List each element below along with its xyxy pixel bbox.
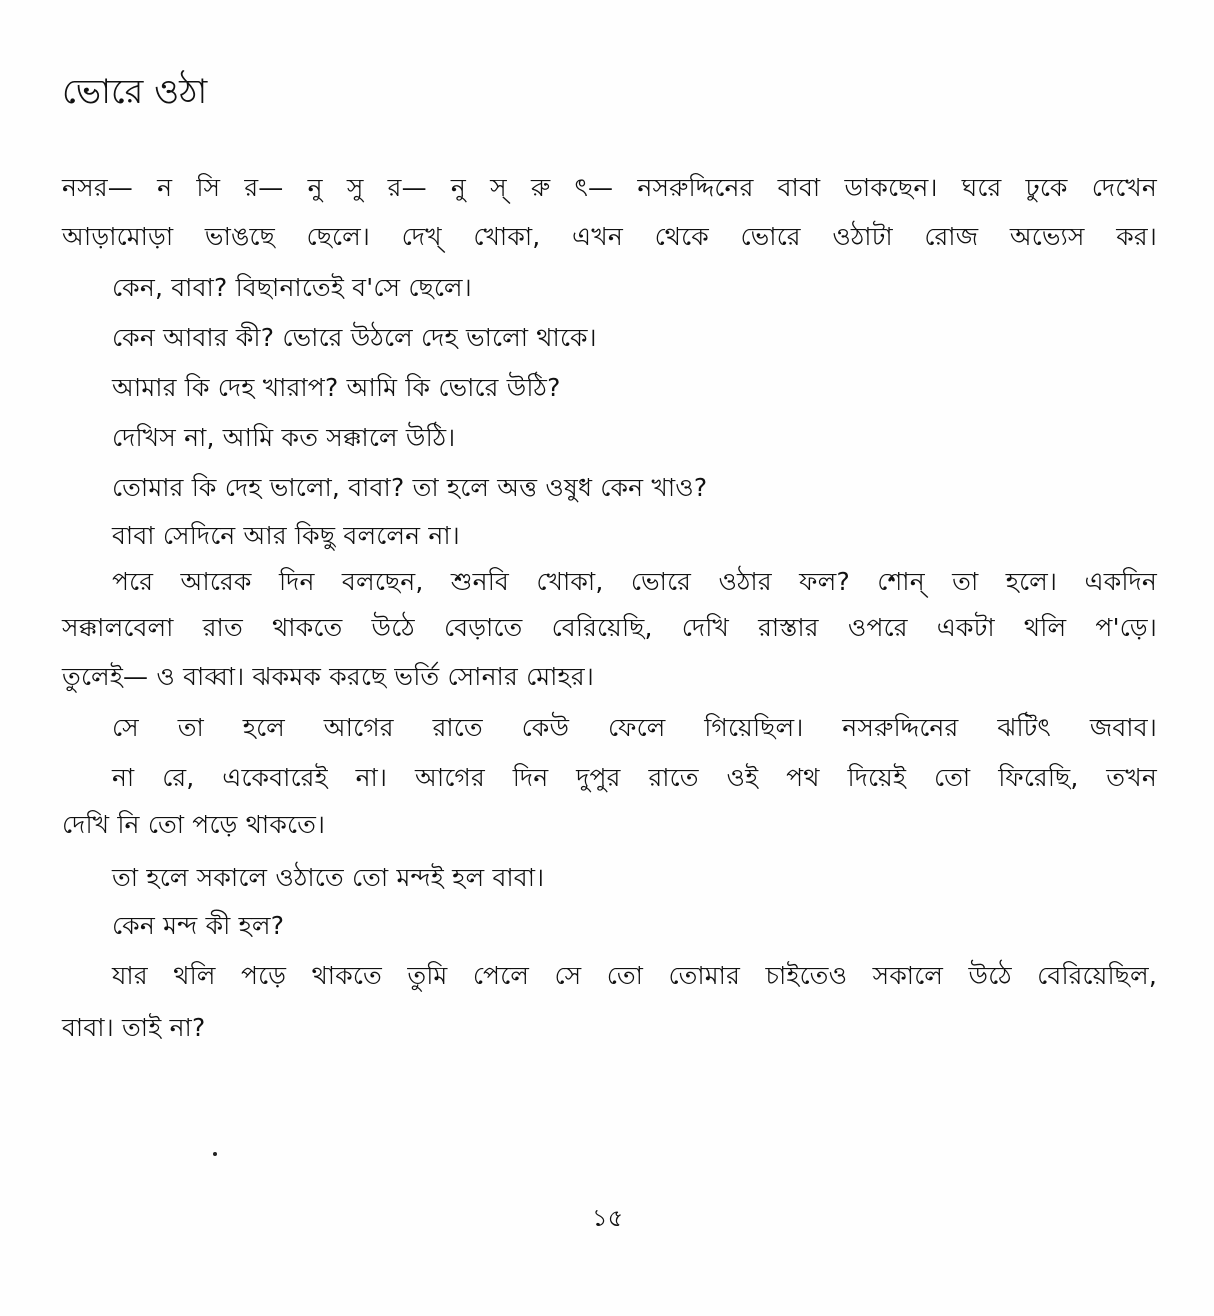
text-line: কেন মন্দ কী হল? <box>112 911 285 940</box>
text-line: তোমার কি দেহ ভালো, বাবা? তা হলে অত্ত ওষুধ কেন খাও? <box>112 473 708 502</box>
text-line: দেখিস না, আমি কত সক্কালে উঠি। <box>112 423 456 452</box>
text-line: কেন আবার কী? ভোরে উঠলে দেহ ভালো থাকে। <box>112 323 597 352</box>
text-line: তা হলে সকালে ওঠাতে তো মন্দই হল বাবা। <box>112 863 545 892</box>
text-line: আমার কি দেহ খারাপ? আমি কি ভোরে উঠি? <box>112 373 561 402</box>
text-line: আড়ামোড়া ভাঙছে ছেলে। দেখ্ খোকা, এখন থেকে ভোরে ওঠাটা রোজ অভ্যেস কর। <box>62 222 1157 251</box>
text-line: বাবা। তাই না? <box>62 1013 206 1042</box>
text-line: পরে আরেক দিন বলছেন, শুনবি খোকা, ভোরে ওঠার ফল? শোন্ তা হলে। একদিন <box>112 567 1157 596</box>
text-line: দেখি নি তো পড়ে থাকতে। <box>62 810 326 839</box>
text-line: নসর— ন সি র— নু সু র— নু স্ রু ৎ— নসরুদ্দিনের বাবা ডাকছেন। ঘরে ঢুকে দেখেন <box>62 173 1157 202</box>
text-line: সে তা হলে আগের রাতে কেউ ফেলে গিয়েছিল। নসরুদ্দিনের ঝটিৎ জবাব। <box>112 713 1157 742</box>
text-line: না রে, একেবারেই না। আগের দিন দুপুর রাতে ওই পথ দিয়েই তো ফিরেছি, তখন <box>112 763 1157 792</box>
text-line: কেন, বাবা? বিছানাতেই ব'সে ছেলে। <box>112 273 472 302</box>
page-number: ১৫ <box>592 1204 624 1232</box>
text-line: বাবা সেদিনে আর কিছু বললেন না। <box>112 521 460 550</box>
text-line: সক্কালবেলা রাত থাকতে উঠে বেড়াতে বেরিয়েছি, দেখি রাস্তার ওপরে একটা থলি প'ড়ে। <box>62 613 1157 642</box>
story-title: ভোরে ওঠা <box>62 72 208 112</box>
text-line: যার থলি পড়ে থাকতে তুমি পেলে সে তো তোমার চাইতেও সকালে উঠে বেরিয়েছিল, <box>112 961 1157 990</box>
text-line: তুলেই— ও বাব্বা। ঝকমক করছে ভর্তি সোনার মোহর। <box>62 662 594 691</box>
print-speck <box>213 1152 217 1156</box>
